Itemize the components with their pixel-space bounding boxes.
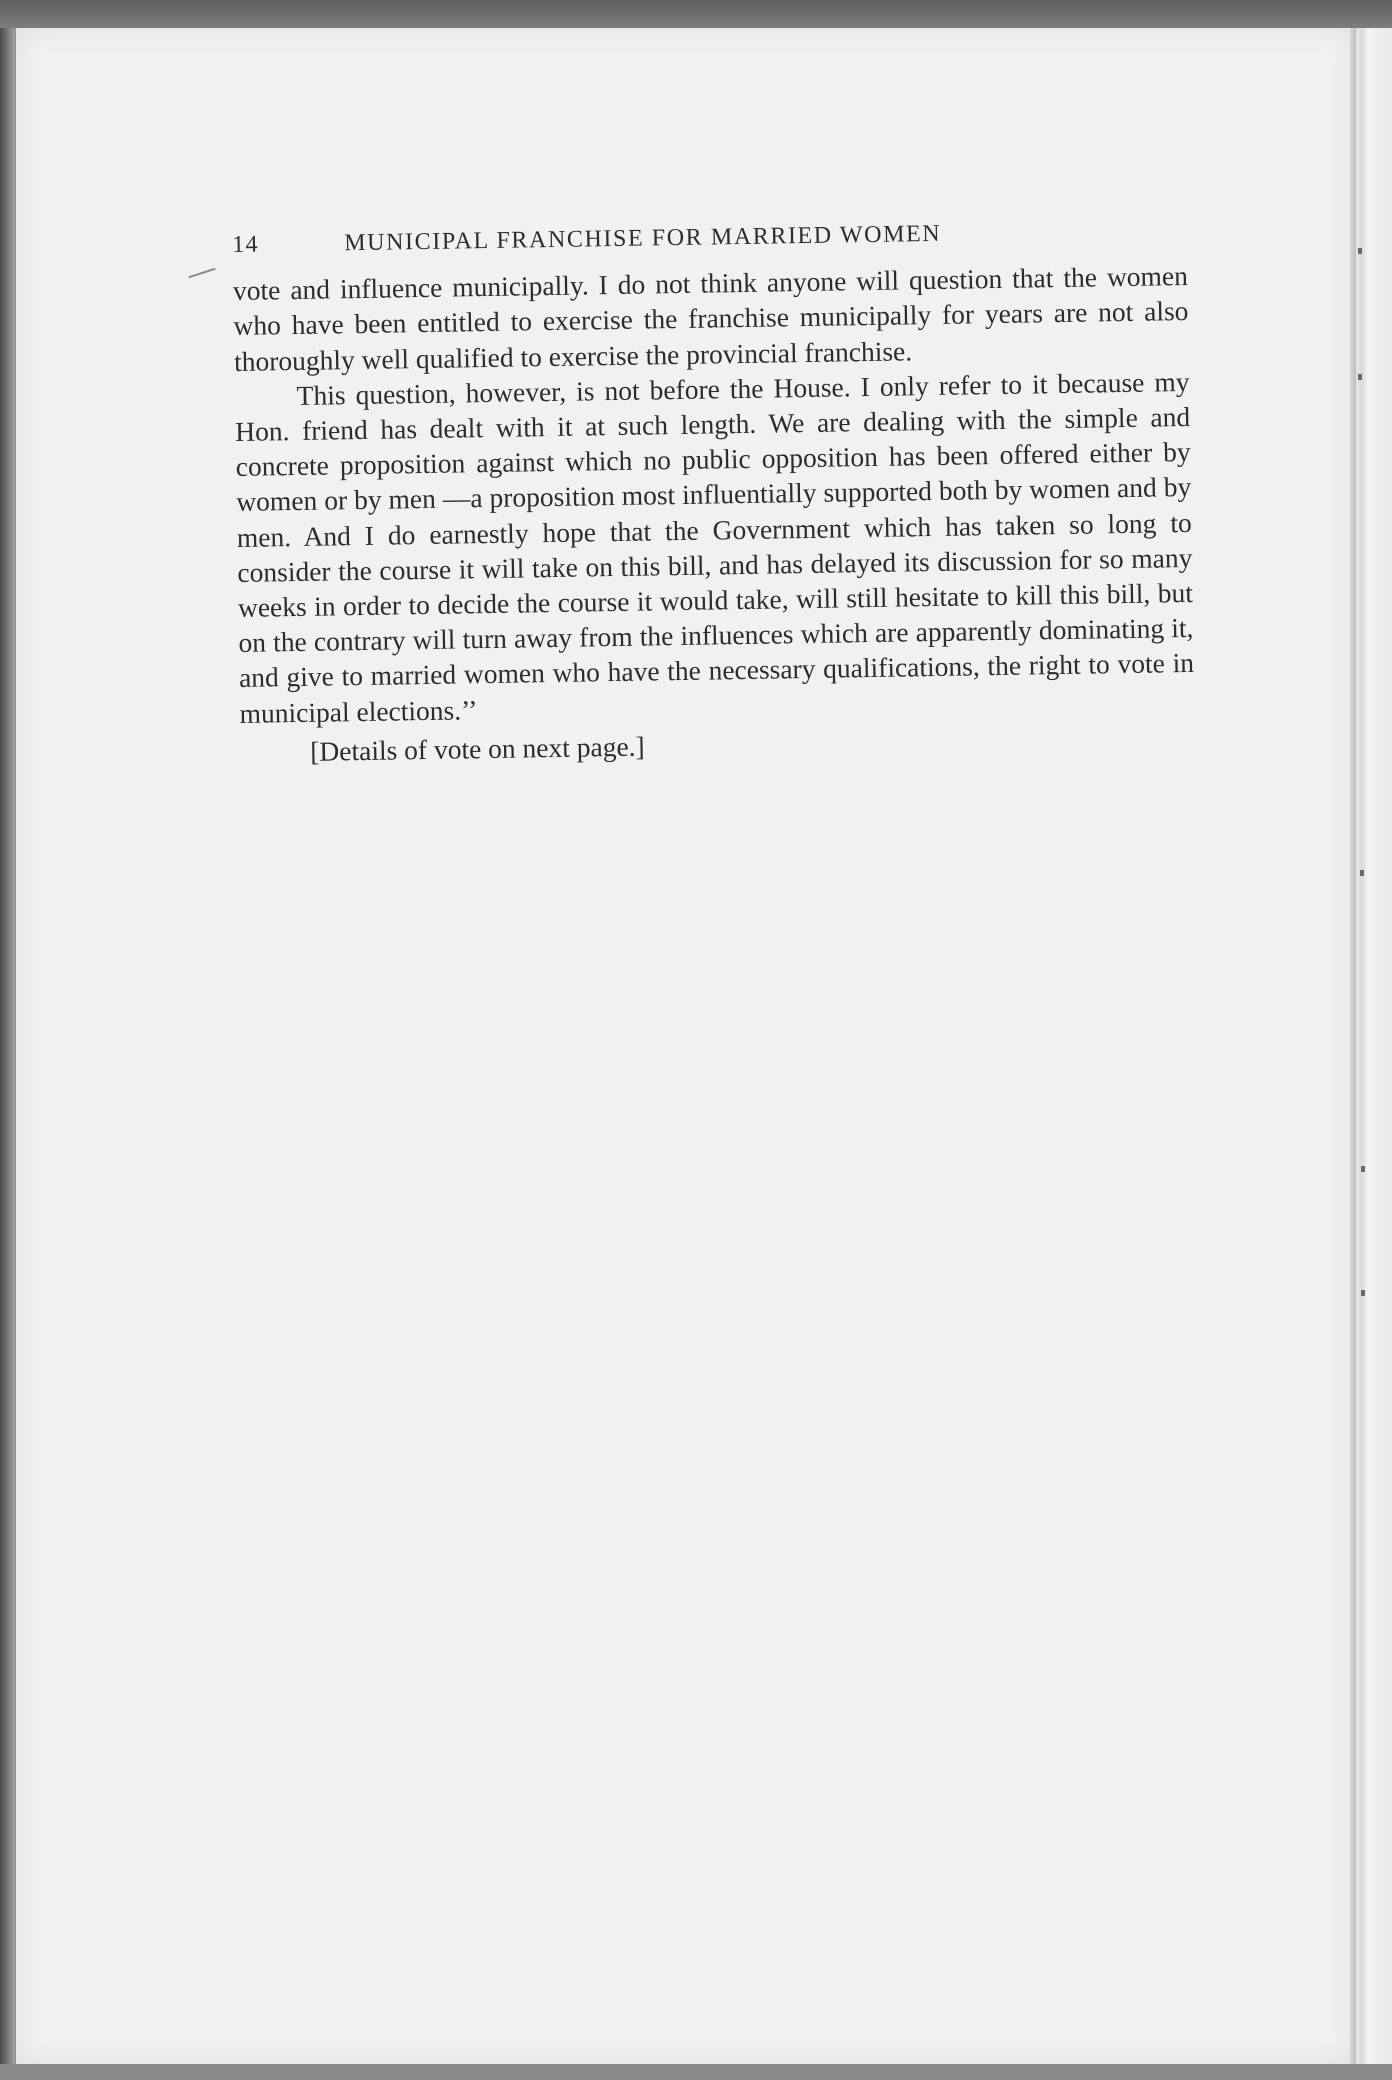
- adjacent-page-strip: [1356, 28, 1392, 2064]
- body-paragraph-2: This question, however, is not before the House. I only refer to it because my Hon. friend has dealt with it at such length. We are dealing with the simple and concrete proposition against which no public opposition has been offered either by women or by men —a proposition most influentially supported both by women and by men. And I do earnestly hope that the Government which has taken so long to consider the course it will take on this bill, and has delayed its discussion for so many weeks in order to decide the course it would take, will still hesitate to kill this bill, but on the contrary will turn away from the influences which are apparently dominating it, and give to married women who have the necessary qualifications, the right to vote in municipal elections.’’: [234, 365, 1195, 729]
- page-number: 14: [232, 231, 259, 258]
- running-head-title: MUNICIPAL FRANCHISE FOR MARRIED WOMEN: [344, 220, 942, 257]
- binding-mark: [1358, 248, 1362, 254]
- binding-mark: [1360, 870, 1364, 876]
- scan-top-border: [0, 0, 1392, 28]
- page-text: [232, 213, 1195, 770]
- binding-mark: [1361, 1166, 1365, 1172]
- binding-mark: [1361, 1290, 1365, 1296]
- binding-mark: [1358, 374, 1362, 380]
- body-paragraph-1: vote and influence municipally. I do not think anyone will question that the women who have been entitled to exercise the franchise municipally for years are not also thoroughly well qualified to exercise the provincial franchise.: [232, 260, 1189, 377]
- scan-bottom-border: [0, 2064, 1392, 2080]
- editorial-note: [Details of vote on next page.]: [309, 730, 645, 767]
